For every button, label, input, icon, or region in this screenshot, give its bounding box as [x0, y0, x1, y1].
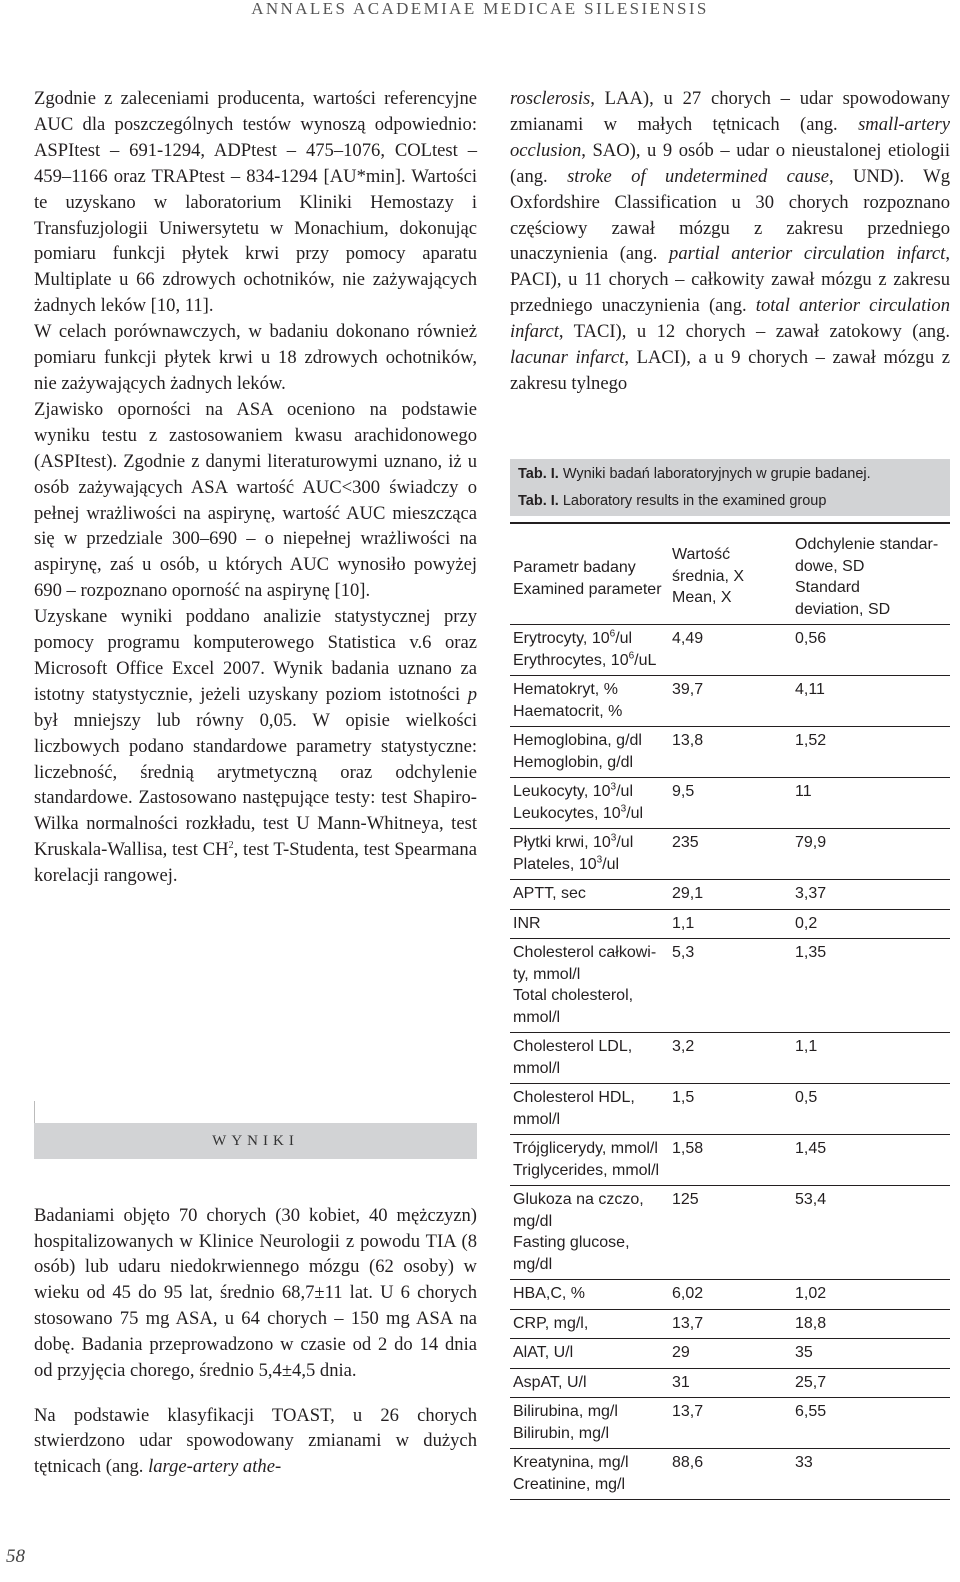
mean-cell: 9,5	[672, 783, 695, 800]
sd-cell: 11	[795, 783, 812, 800]
mean-cell: 4,49	[672, 630, 704, 647]
italic-run: stroke of undetermined cause	[567, 165, 829, 187]
sd-cell: 79,9	[795, 834, 827, 851]
mean-cell: 125	[672, 1191, 699, 1208]
parameter-cell	[513, 1369, 665, 1398]
table-row	[510, 676, 950, 727]
table-row	[510, 910, 950, 940]
table-row	[510, 880, 950, 910]
parameter-cell	[513, 939, 665, 1032]
parameter-cell	[513, 880, 665, 909]
text-run: /ul	[616, 834, 634, 851]
sd-cell: 35	[795, 1344, 813, 1361]
text-run: , TACI), u 12 chorych – zawał zatokowy (ang.	[558, 321, 950, 343]
caption-label: Tab. I.	[518, 493, 559, 509]
parameter-cell	[513, 1339, 665, 1368]
parameter-line	[513, 650, 665, 672]
mean-cell: 88,6	[672, 1454, 704, 1471]
header-line: deviation, SD	[795, 600, 891, 618]
text-run: Erythrocytes, 10	[513, 651, 629, 669]
mean-cell: 3,2	[672, 1038, 695, 1055]
parameter-cell	[513, 1310, 665, 1339]
sd-cell: 33	[795, 1454, 813, 1471]
header-parameter	[513, 557, 662, 600]
table-header	[510, 524, 950, 625]
paragraph-toast	[34, 1403, 477, 1481]
parameter-line: Hemoglobin, g/dl	[513, 753, 634, 771]
table-row	[510, 1310, 950, 1340]
text-run: , SAO), u 9 osób – udar o nieustalonej etiologii (ang.	[510, 139, 950, 187]
right-column	[510, 86, 950, 397]
table-caption-pl	[510, 459, 950, 489]
table-row	[510, 1033, 950, 1084]
superscript: 3	[620, 803, 627, 815]
parameter-cell	[513, 829, 665, 879]
sd-cell: 1,02	[795, 1285, 827, 1302]
table-row	[510, 829, 950, 880]
divider	[34, 1101, 35, 1123]
text-run: Na podstawie klasyfikacji TOAST, u 26 chorych stwierdzono udar spowodowany zmianami w dużych tętnicach (ang.	[34, 1404, 477, 1478]
table-caption-en	[510, 486, 950, 516]
parameter-line: Hemoglobina, g/dl	[513, 732, 642, 749]
mean-cell: 1,5	[672, 1089, 695, 1106]
parameter-line	[513, 854, 665, 876]
italic-run: total anterior circulation infarct	[510, 295, 950, 343]
parameter-line	[513, 781, 665, 803]
parameter-line	[513, 628, 665, 650]
mean-cell: 13,7	[672, 1314, 704, 1332]
header-line: dowe, SD	[795, 557, 865, 575]
mean-cell: 39,7	[672, 681, 704, 698]
header-line: Examined parameter	[513, 580, 662, 598]
mean-cell: 1,1	[672, 914, 695, 932]
parameter-line: Cholesterol LDL,	[513, 1038, 633, 1055]
table-row	[510, 727, 950, 778]
parameter-line	[513, 832, 665, 854]
mean-cell: 13,7	[672, 1403, 704, 1420]
italic-run: small-artery occlusion	[510, 113, 950, 161]
caption-text: Wyniki badań laboratoryjnych w grupie badanej.	[558, 466, 871, 482]
mean-cell: 235	[672, 834, 699, 851]
text-run: /uL	[634, 651, 657, 669]
parameter-line: mg/dl	[513, 1212, 553, 1230]
header-line: Parametr badany	[513, 559, 636, 576]
italic-run: large-artery athe-	[148, 1456, 282, 1478]
paragraph-resistance: Zjawisko oporności na ASA oceniono na podstawie wyniku testu z zastosowaniem kwasu arachidonowego (ASPItest). Zgodnie z danymi literaturowymi uznano, iż u osób zażywających ASA wartość AUC<300 świadczy o pełnej wrażliwości na aspirynę, wartość AUC mieszcząca się w przedziale 300–690 – o niepełnej wrażliwości na aspirynę, zaś u osób, u których AUC wynosiło powyżej 690 – rozpoznano oporność na aspirynę [10].	[34, 398, 477, 602]
italic-run: rosclerosis	[510, 88, 591, 109]
sd-cell: 0,56	[795, 630, 827, 647]
parameter-cell	[513, 1398, 665, 1448]
table-row	[510, 625, 950, 676]
text-run: , LAA), u 27 chorych – udar spowodowany zmianami w małych tętnicach (ang.	[510, 88, 950, 135]
parameter-cell	[513, 727, 665, 777]
italic-run: partial anterior circulation infarct	[669, 243, 946, 265]
text-run: , UND). Wg Oxfordshire Classification u 30 chorych rozpoznano częściowy zawał mózgu z zakresu przedniego unaczynienia (ang.	[510, 165, 950, 265]
table-row	[510, 1280, 950, 1310]
text-run: był mniejszy lub równy 0,05. W opisie wielkości liczbowych podano standardowe parametry statystyczne: liczebność, średnią arytmetyczną oraz odchylenie standardowe. Zastosowano następujące testy: test Shapiro-Wilka normalności rozkładu, test U Mann-Whitneya, test Kruskala-Wallisa, test CH	[34, 709, 477, 861]
sd-cell: 1,1	[795, 1038, 818, 1055]
text-run: , PACI), u 11 chorych – całkowity zawał mózgu z zakresu przedniego unaczynienia (ang.	[510, 243, 950, 317]
superscript: 3	[610, 781, 617, 793]
sd-cell: 0,2	[795, 914, 818, 932]
header-sd	[795, 534, 938, 620]
sd-cell: 25,7	[795, 1373, 827, 1391]
table-row	[510, 1449, 950, 1500]
parameter-line: INR	[513, 914, 541, 932]
paragraph-statistics	[34, 604, 477, 889]
parameter-line: Triglycerides, mmol/l	[513, 1161, 660, 1179]
parameter-line: HBA,C, %	[513, 1285, 586, 1302]
mean-cell: 29,1	[672, 885, 704, 902]
header-line: Odchylenie standar-	[795, 536, 939, 553]
parameter-line: ty, mmol/l	[513, 965, 581, 983]
running-head: ANNALES ACADEMIAE MEDICAE SILESIENSIS	[251, 0, 709, 18]
text-run: Leukocytes, 10	[513, 804, 621, 822]
parameter-line: Glukoza na czczo,	[513, 1191, 644, 1208]
lab-results-table	[510, 522, 950, 1500]
mean-cell: 6,02	[672, 1285, 704, 1302]
superscript: 6	[609, 628, 616, 640]
header-mean	[672, 544, 744, 609]
parameter-cell	[513, 676, 665, 726]
header-line: Standard	[795, 579, 860, 596]
text-run: Erytrocyty, 10	[513, 630, 610, 647]
parameter-line: Kreatynina, mg/l	[513, 1454, 629, 1471]
sd-cell: 1,35	[795, 944, 827, 961]
paragraph-comparison: W celach porównawczych, w badaniu dokonano również pomiaru funkcji płytek krwi u 18 zdrowych ochotników, nie zażywających żadnych leków.	[34, 321, 477, 394]
parameter-cell	[513, 1084, 665, 1134]
caption-label: Tab. I.	[518, 466, 559, 482]
text-run: /ul	[626, 804, 644, 822]
text-run: /ul	[602, 855, 620, 873]
caption-text: Laboratory results in the examined group	[558, 493, 827, 509]
mean-cell: 1,58	[672, 1140, 704, 1157]
superscript: 3	[610, 832, 617, 844]
parameter-cell	[513, 625, 665, 675]
table-row	[510, 778, 950, 829]
sd-cell: 1,45	[795, 1140, 827, 1157]
sd-cell: 53,4	[795, 1191, 827, 1208]
parameter-line: AspAT, U/l	[513, 1373, 587, 1391]
parameter-line: Total cholesterol,	[513, 987, 634, 1004]
parameter-cell	[513, 1186, 665, 1279]
sd-cell: 3,37	[795, 885, 827, 902]
table-row	[510, 1084, 950, 1135]
table-row	[510, 1135, 950, 1186]
table-row	[510, 1339, 950, 1369]
text-run: Uzyskane wyniki poddano analizie statystycznej przy pomocy programu komputerowego Statistica v.6 oraz Microsoft Office Excel 2007. Wynik badania uznano za istotny statystycznie, jeżeli uzyskany poziom istotności	[34, 606, 477, 705]
text-run: /ul	[616, 783, 634, 800]
mean-cell: 31	[672, 1373, 690, 1391]
paragraph-patients: Badaniami objęto 70 chorych (30 kobiet, 40 mężczyzn) hospitalizowanych w Klinice Neurologii z powodu TIA (8 osób) lub udaru niedokrwiennego mózgu (62 osoby) w wieku od 45 do 95 lat, średnio 68,7±11 lat. U 6 chorych stosowano 75 mg ASA, u 64 chorych – 150 mg ASA na dobę. Badania przeprowadzono w czasie od 2 do 14 dnia od przyjęcia chorego, średnio 5,4±4,5 dnia.	[34, 1204, 477, 1382]
text-run: , test T-Studenta, test Spearmana korelacji rangowej.	[34, 839, 477, 887]
text-run: Leukocyty, 10	[513, 783, 611, 800]
mean-cell: 5,3	[672, 944, 695, 961]
left-column-results	[34, 1184, 477, 1499]
table-body	[510, 625, 950, 1500]
text-run: Plateles, 10	[513, 855, 597, 873]
parameter-cell	[513, 1280, 665, 1309]
parameter-line: Creatinine, mg/l	[513, 1475, 626, 1493]
table-row	[510, 939, 950, 1033]
table-row	[510, 1369, 950, 1399]
parameter-line: Fasting glucose,	[513, 1234, 630, 1251]
table-row	[510, 1186, 950, 1280]
parameter-line: mmol/l	[513, 1059, 561, 1077]
mean-cell: 13,8	[672, 732, 704, 749]
parameter-line: Cholesterol całkowi-	[513, 944, 657, 961]
parameter-cell	[513, 1135, 665, 1185]
superscript: 3	[596, 854, 603, 866]
text-run: /ul	[615, 630, 633, 647]
mean-cell: 29	[672, 1344, 690, 1361]
text-run: Płytki krwi, 10	[513, 834, 611, 851]
paragraph-classification	[510, 86, 950, 397]
left-column	[34, 86, 477, 889]
parameter-line	[513, 803, 665, 825]
parameter-line: Bilirubina, mg/l	[513, 1403, 618, 1420]
parameter-line: APTT, sec	[513, 885, 586, 902]
parameter-line: Hematokryt, %	[513, 681, 618, 698]
sd-cell: 4,11	[795, 681, 825, 698]
parameter-line: mmol/l	[513, 1110, 561, 1128]
parameter-cell	[513, 1449, 665, 1499]
parameter-line: Trójglicerydy, mmol/l	[513, 1140, 658, 1157]
parameter-cell	[513, 910, 665, 939]
sd-cell: 0,5	[795, 1089, 818, 1106]
table-row	[510, 1398, 950, 1449]
sd-cell: 18,8	[795, 1314, 827, 1332]
parameter-line: CRP, mg/l,	[513, 1314, 589, 1332]
superscript: 2	[228, 840, 234, 852]
parameter-line: Bilirubin, mg/l	[513, 1424, 610, 1442]
parameter-line: mg/dl	[513, 1255, 553, 1273]
header-line: Wartość	[672, 546, 731, 563]
parameter-line: AlAT, U/l	[513, 1344, 574, 1361]
text-run: , LACI), a u 9 chorych – zawał mózgu z zakresu tylnego	[510, 347, 950, 394]
parameter-cell	[513, 778, 665, 828]
italic-run: p	[467, 683, 477, 705]
section-title: WYNIKI	[34, 1123, 477, 1159]
parameter-line: Cholesterol HDL,	[513, 1089, 635, 1106]
superscript: 6	[628, 650, 635, 662]
parameter-line: Haematocrit, %	[513, 702, 623, 720]
sd-cell: 6,55	[795, 1403, 827, 1420]
sd-cell: 1,52	[795, 732, 827, 749]
page-number: 58	[6, 1546, 25, 1567]
header-line: średnia, X	[672, 567, 745, 585]
paragraph-reference-values: Zgodnie z zaleceniami producenta, wartości referencyjne AUC dla poszczególnych testów wynoszą odpowiednio: ASPItest – 691-1294, ADPtest – 475–1076, COLtest – 459–1166 oraz TRAPtest – 834-1294 [AU*min]. Wartości te uzyskano w laboratorium Kliniki Hemostazy i Transfuzjologii Uniwersytetu w Monachium, dokonując pomiaru funkcji płytek krwi przy pomocy aparatu Multiplate u 66 zdrowych ochotników, nie zażywających żadnych leków [10, 11].	[34, 88, 477, 317]
header-line: Mean, X	[672, 589, 732, 606]
italic-run: lacunar infarct	[510, 347, 625, 369]
parameter-line: mmol/l	[513, 1008, 561, 1026]
parameter-cell	[513, 1033, 665, 1083]
